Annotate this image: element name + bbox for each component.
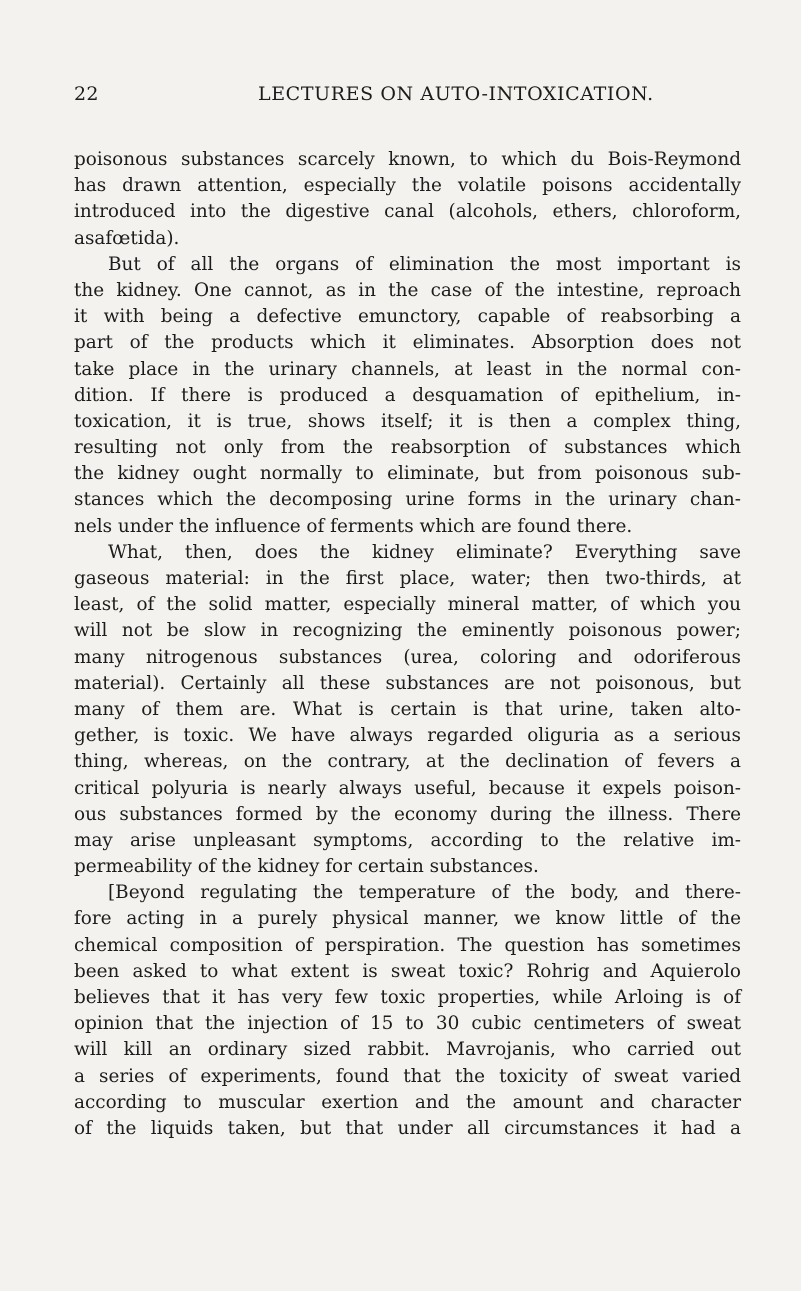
text-line: dition. If there is produced a desquamation of epithelium, in- xyxy=(74,384,741,406)
text-line: [Beyond regulating the temperature of the body, and there- xyxy=(108,882,741,904)
text-line: believes that it has very few toxic properties, while Arloing is of xyxy=(74,987,741,1008)
text-line: poisonous substances scarcely known, to which du Bois-Reymond xyxy=(74,149,741,170)
text-line: stances which the decomposing urine forms in the urinary chan- xyxy=(74,489,741,511)
text-line: gether, is toxic. We have always regarded oliguria as a serious xyxy=(74,725,741,747)
running-head: LECTURES ON AUTO-INTOXICATION. xyxy=(258,83,654,105)
page-number: 22 xyxy=(74,83,99,105)
text-line: take place in the urinary channels, at least in the normal con- xyxy=(74,358,741,380)
text-line: opinion that the injection of 15 to 30 cubic centimeters of sweat xyxy=(74,1013,741,1035)
body-text xyxy=(74,147,741,1142)
text-line: fore acting in a purely physical manner, we know little of the xyxy=(74,908,741,930)
text-line: least, of the solid matter, especially mineral matter, of which you xyxy=(74,594,741,616)
text-line: has drawn attention, especially the volatile poisons accidentally xyxy=(74,175,741,197)
text-line: But of all the organs of elimination the most important is xyxy=(108,253,741,275)
text-line: the kidney ought normally to eliminate, but from poisonous sub- xyxy=(74,463,741,485)
text-line: been asked to what extent is sweat toxic? Rohrig and Aquierolo xyxy=(74,960,741,982)
text-line: according to muscular exertion and the amount and character xyxy=(74,1091,741,1113)
text-line: may arise unpleasant symptoms, according to the relative im- xyxy=(74,829,741,851)
text-line: critical polyuria is nearly always useful, because it expels poison- xyxy=(74,777,741,799)
text-line: introduced into the digestive canal (alcohols, ethers, chloroform, xyxy=(74,201,741,223)
text-line: toxication, it is true, shows itself; it is then a complex thing, xyxy=(74,410,741,432)
text-line: will not be slow in recognizing the eminently poisonous power; xyxy=(74,620,741,642)
text-line: permeability of the kidney for certain substances. xyxy=(74,856,539,878)
text-line: a series of experiments, found that the toxicity of sweat varied xyxy=(74,1065,741,1087)
text-line: it with being a defective emunctory, capable of reabsorbing a xyxy=(74,306,741,328)
text-line: of the liquids taken, but that under all circumstances it had a xyxy=(74,1117,741,1139)
text-line: will kill an ordinary sized rabbit. Mavrojanis, who carried out xyxy=(74,1039,741,1061)
text-line: ous substances formed by the economy during the illness. There xyxy=(74,803,741,825)
page-header xyxy=(74,83,741,113)
text-line: nels under the influence of ferments which are found there. xyxy=(74,515,633,537)
text-line: resulting not only from the reabsorption of substances which xyxy=(74,437,741,459)
text-line: material). Certainly all these substances are not poisonous, but xyxy=(74,672,741,694)
text-line: gaseous material: in the first place, water; then two-thirds, at xyxy=(74,568,741,589)
text-line: What, then, does the kidney eliminate? Everything save xyxy=(108,541,741,563)
text-line: many of them are. What is certain is that urine, taken alto- xyxy=(74,698,741,720)
text-line: the kidney. One cannot, as in the case of the intestine, reproach xyxy=(74,279,741,301)
text-line: chemical composition of perspiration. The question has sometimes xyxy=(74,934,741,956)
text-line: many nitrogenous substances (urea, coloring and odoriferous xyxy=(74,646,741,668)
text-line: asafœtida). xyxy=(74,227,180,249)
text-line: part of the products which it eliminates. Absorption does not xyxy=(74,332,741,354)
text-line: thing, whereas, on the contrary, at the declination of fevers a xyxy=(74,751,741,773)
